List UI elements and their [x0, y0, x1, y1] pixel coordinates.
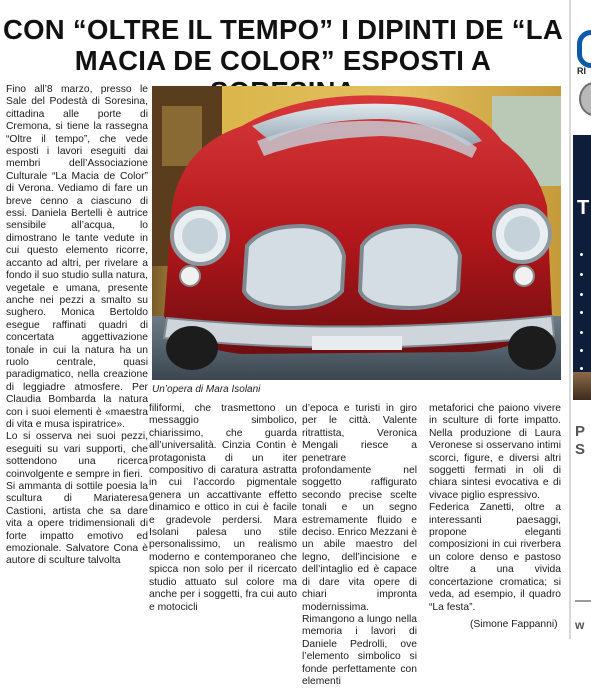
image-caption: Un’opera di Mara Isolani — [152, 384, 261, 395]
paragraph: Federica Zanetti, oltre a interessanti paesaggi, propone eleganti composizioni in cui riverbera un colore denso e pastoso oltre a una vivida concertazione cromatica; si veda, ad esempio, il quadro “La festa”. — [429, 502, 561, 613]
paragraph: d’epoca e turisti in giro per le città. Valente ritrattista, Veronica Mengali riesce a penetrare profondamente nel soggetto raffigurato secondo precise scelte tonali e un segno estremamente fluido e deciso. Enrico Mezzani è un abile maestro del legno, dell’incisione e dell’intaglio ed è capace di dare vita opere di chiari impronta modernissima. Rimangono a lungo nella memoria i lavori di Daniele Pedrolli, ove l’elemento simbolico si fonde perfettamente con elementi — [302, 403, 417, 687]
divider — [575, 600, 591, 602]
sidebar-fragment: w — [575, 618, 585, 632]
bullet-icon — [580, 311, 583, 314]
article-column-1 — [6, 84, 148, 634]
dark-ad-box — [573, 135, 591, 400]
bullet-icon — [580, 273, 583, 276]
seal-icon — [579, 82, 591, 116]
paragraph: metaforici che paiono vivere in sculture di forte impatto. Nella produzione di Laura Veronese si osservano intimi scorci, figure, e diversi altri soggetti fermati in oli di chiara sintesi evocativa e di vivace piglio espressivo. — [429, 403, 561, 501]
article-column-2 — [149, 403, 297, 614]
article-column-3 — [302, 403, 417, 688]
bullet-icon — [580, 293, 583, 296]
article-headline: CON “OLTRE IL TEMPO” I DIPINTI DE “LA MACIA DE COLOR” ESPOSTI A — [2, 14, 564, 76]
bullet-icon — [580, 253, 583, 256]
sidebar-fragment: T — [577, 197, 590, 219]
article-column-4 — [429, 403, 561, 614]
author-signature: (Simone Fappanni) — [470, 619, 558, 630]
paragraph: Lo si osserva nei suoi pezzi, eseguiti su vari supporti, che sottendono una ricerca coinvolgente e sempre in fieri. — [6, 431, 148, 480]
bullet-icon — [580, 349, 583, 352]
adjacent-page-strip — [569, 0, 591, 639]
sidebar-fragment: P — [575, 423, 586, 440]
bullet-icon — [580, 331, 583, 334]
thumbnail-image — [573, 372, 591, 400]
paragraph: filiformi, che trasmettono un messaggio simbolico, chiarissimo, che guarda all’universalità. Cinzia Contin è protagonista di un iter compositivo di caratura astratta in cui l’accordo pigmentale genera un accattivante effetto dinamico e ottico in cui è facile e gradevole perdersi. Mara Isolani palesa uno stile personalissimo, un realismo moderno e contemporaneo che spicca non solo per il ricercato studio attuato sul colore ma anche per i soggetti, fra cui auto e motocicli — [149, 403, 297, 613]
sidebar-fragment: S — [575, 441, 586, 458]
paragraph: Si ammanta di sottile poesia la scultura di Mariateresa Castioni, artista che sa dare vita a opere tridimensionali di forte impatto emotivo ed emozionale. Salvatore Cona è autore di sculture talvolta — [6, 481, 148, 567]
sidebar-fragment: RI — [577, 66, 586, 76]
car-painting-image — [152, 86, 561, 380]
blue-logo-icon — [577, 30, 591, 68]
bullet-icon — [580, 367, 583, 370]
paragraph: Fino all’8 marzo, presso le Sale del Podestà di Soresina, cittadina alle porte di Cremona, si tiene la rassegna “Oltre il tempo”, che vede esposti i lavori eseguiti dai membri dell’Associazione Culturale “La Macia de Color” di Verona. Vediamo di fare un breve cenno a ciascuno di essi. Daniela Bertelli è autrice sensibile all’acqua, lo dimostrano le tante vedute in cui questo elemento ricorre, accanto ad altri, per rivelare a fondo il suo studio sulla natura, vegetale e umana, presente anche nei pezzi a smalto su sughero. Monica Bertoldo esegue raffinati quadri di concertata aggettivazione tonale in cui la natura ha un ruolo centrale, quasi paradigmatico, nella creazione di leggiadre atmosfere. Per Claudia Bombarda la natura con i suoi elementi è «maestra di vita e musa ispiratrice». — [6, 84, 148, 430]
